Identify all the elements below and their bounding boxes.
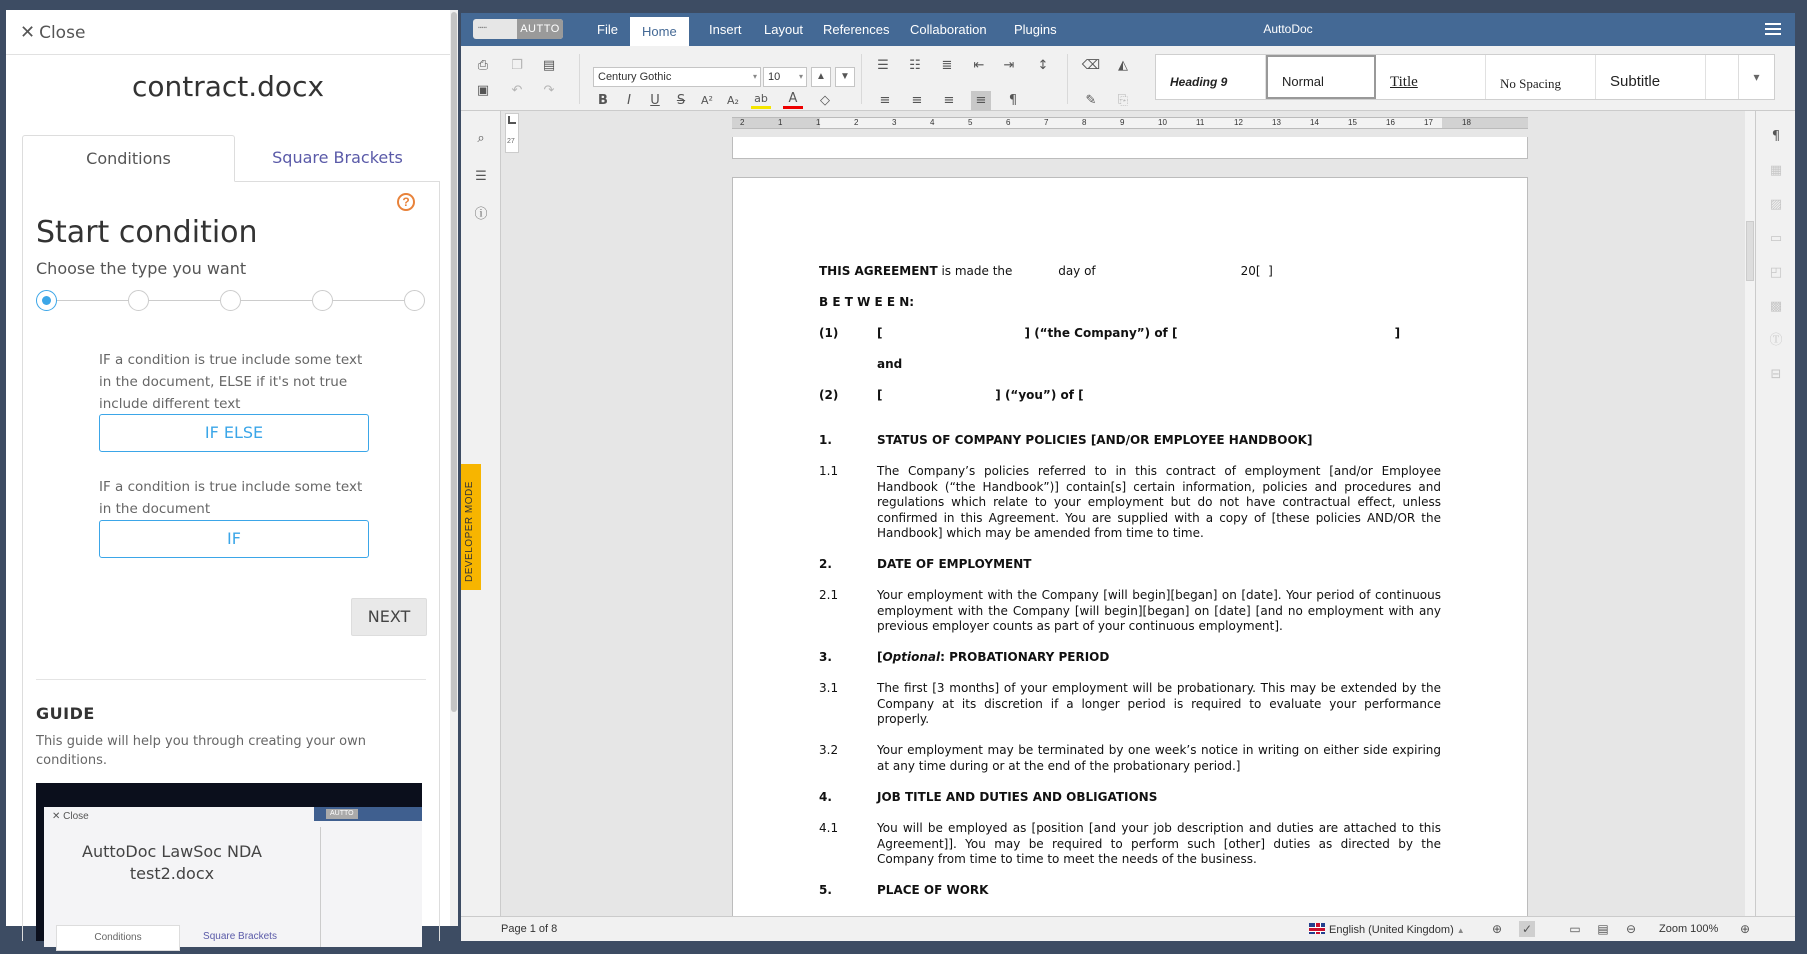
- decrease-indent-icon[interactable]: ⇤: [973, 58, 985, 73]
- form-settings-icon[interactable]: ⊟: [1770, 367, 1782, 382]
- step-1[interactable]: [36, 290, 57, 311]
- if-else-description: IF a condition is true include some text in the document, ELSE if it's not true include different text: [99, 352, 363, 412]
- save-icon[interactable]: ▣: [476, 83, 490, 98]
- bullet-list-icon[interactable]: ☰: [877, 58, 889, 73]
- video-tab-square-brackets: Square Brackets: [203, 931, 277, 942]
- video-divider: [320, 827, 321, 947]
- if-else-button[interactable]: IF ELSE: [99, 414, 369, 452]
- language-select[interactable]: English (United Kingdom) ▲: [1309, 923, 1465, 936]
- document-area: [461, 111, 1795, 916]
- step-5[interactable]: [404, 290, 425, 311]
- conditions-content: [22, 181, 440, 941]
- line-spacing-icon[interactable]: ↕: [1037, 58, 1049, 73]
- search-icon[interactable]: ⌕: [477, 131, 485, 146]
- help-icon[interactable]: ?: [397, 193, 415, 211]
- ruler-tick: 17: [1424, 118, 1433, 127]
- chevron-down-icon[interactable]: ▾: [1738, 55, 1774, 99]
- clear-format-icon[interactable]: ◇: [820, 93, 830, 108]
- next-button[interactable]: NEXT: [351, 598, 427, 636]
- font-name-select[interactable]: Century Gothic ▾: [593, 67, 761, 87]
- italic-icon[interactable]: I: [627, 93, 631, 108]
- paragraph-settings-icon[interactable]: ¶: [1771, 129, 1781, 144]
- close-button[interactable]: ✕ Close: [20, 22, 86, 43]
- video-frame: [44, 807, 422, 947]
- justify-icon[interactable]: ≡: [971, 91, 991, 111]
- developer-mode-badge: DEVELOPER MODE: [461, 464, 481, 590]
- guide-text: This guide will help you through creating your own conditions.: [36, 734, 366, 768]
- ruler-tick: 2: [740, 118, 745, 127]
- zoom-level: Zoom 100%: [1659, 923, 1719, 935]
- ruler-tick: 11: [1196, 118, 1205, 127]
- menu-collaboration[interactable]: Collaboration: [910, 22, 987, 37]
- menu-icon[interactable]: [1765, 23, 1781, 35]
- table-settings-icon[interactable]: ▦: [1769, 163, 1783, 178]
- horizontal-ruler[interactable]: [732, 117, 1528, 129]
- chevron-down-icon: ▾: [798, 72, 803, 81]
- ruler-tick: 9: [1120, 118, 1125, 127]
- paste-icon[interactable]: ▤: [542, 58, 556, 73]
- scrollbar-thumb[interactable]: [1746, 221, 1754, 281]
- ruler-tick: 13: [1272, 118, 1281, 127]
- divider: [36, 679, 426, 680]
- chevron-up-icon: ▲: [1456, 926, 1465, 935]
- app-title: AuttoDoc: [1263, 22, 1313, 36]
- format-painter-icon[interactable]: ✎: [1085, 93, 1097, 108]
- align-center-icon[interactable]: ≡: [911, 93, 923, 108]
- font-size-select[interactable]: 10 ▾: [763, 67, 807, 87]
- guide-video[interactable]: [36, 783, 422, 941]
- headings-icon[interactable]: ☰: [475, 169, 487, 184]
- numbered-list-icon[interactable]: ☷: [909, 58, 921, 73]
- paragraph-mark-icon[interactable]: ¶: [1008, 93, 1018, 108]
- zoom-in-icon[interactable]: ⊕: [1739, 922, 1751, 936]
- multilevel-list-icon[interactable]: ≣: [941, 58, 953, 73]
- info-icon[interactable]: ⓘ: [474, 207, 488, 222]
- ruler-tick: 6: [1006, 118, 1011, 127]
- vertical-ruler[interactable]: 27: [505, 113, 519, 153]
- style-normal[interactable]: Normal: [1266, 55, 1376, 99]
- document-scrollbar[interactable]: [1745, 111, 1755, 916]
- undo-icon[interactable]: ↶: [511, 83, 523, 98]
- style-title[interactable]: Title: [1376, 55, 1486, 99]
- ruler-tick: 1: [778, 118, 783, 127]
- copy-icon[interactable]: ❐: [511, 58, 523, 73]
- globe-icon[interactable]: ⊕: [1491, 922, 1503, 936]
- brand-logo: ▪▪▪▪▪ AUTTO: [473, 19, 563, 39]
- align-left-icon[interactable]: ≡: [879, 93, 891, 108]
- panel-scrollbar[interactable]: [450, 10, 458, 926]
- copy-style-icon[interactable]: ⎘: [1117, 93, 1129, 108]
- bold-icon[interactable]: B: [598, 93, 608, 108]
- status-bar: [461, 916, 1795, 941]
- close-icon: ✕: [20, 22, 36, 43]
- menu-layout[interactable]: Layout: [764, 22, 804, 37]
- start-condition-title: Start condition: [36, 215, 258, 250]
- scrollbar-thumb[interactable]: [451, 12, 457, 712]
- strikethrough-icon[interactable]: S: [676, 93, 686, 108]
- document-page[interactable]: THIS AGREEMENT is made the day of 20[ ] B E T W E E N: (1) [ ] (“the Company”) of [ ] and (2) [ ] (“you”) of [ 1. STATUS OF COMPANY POLICIES [AND/OR EMPLOYEE HANDBOOK] 1.1 The Company’s policies referred to in this contract of employment [and/or Employee Handbook (“the Handbook”)] contain[s] certain information, policies and procedures and regulations which relate to your employment but do not have contractual effect, unless confirmed in this Agreement. You are supplied with a copy of [these policies AND/OR the Handbook] which may be amended from time to time. 2. DATE OF EMPLOYMENT 2.1 Your employment with the Company [will begin][began] on [date]. Your period of continuous employment with the Company [will begin][began] on [date] [and no employment with any previous employer counts as part of your continuous employment]. 3. [Optional: PROBATIONARY PERIOD 3.1 The first [3 months] of your employment will be probationary. This may be extended by the Company at its discretion if a longer period is required to evaluate your performance properly. 3.2 Your employment may be terminated by one week’s notice in writing on either side expiring at any time during or at the end of the probationary period.] 4. JOB TITLE AND DUTIES AND OBLIGATIONS 4.1 You will be employed as [position [and your job description and duties are attached to this Agreement]]. You may be required to perform such [other] duties as directed by the Company from time to time to meet the needs of the business. 5. PLACE OF WORK: [732, 177, 1528, 937]
- panel-tabs: [22, 135, 440, 182]
- menu-plugins[interactable]: Plugins: [1014, 22, 1057, 37]
- chart-settings-icon[interactable]: ▩: [1769, 299, 1783, 314]
- menu-insert[interactable]: Insert: [709, 22, 742, 37]
- increase-font-icon[interactable]: ▲: [811, 67, 831, 87]
- step-4[interactable]: [312, 290, 333, 311]
- previous-page: [732, 137, 1528, 159]
- document-editor: [461, 13, 1795, 941]
- video-tab-conditions: Conditions: [56, 925, 180, 951]
- ruler-tick: 7: [1044, 118, 1049, 127]
- ruler-tick: 8: [1082, 118, 1087, 127]
- spellcheck-icon[interactable]: ✓: [1519, 921, 1535, 937]
- subscript-icon[interactable]: A₂: [727, 94, 739, 107]
- shading-icon[interactable]: ◭: [1118, 58, 1128, 73]
- style-gallery: [1155, 54, 1775, 100]
- choose-type-subtitle: Choose the type you want: [36, 259, 247, 278]
- ruler-tick: 18: [1462, 118, 1471, 127]
- text-art-icon[interactable]: Ⓣ: [1769, 333, 1783, 348]
- video-brand: AUTTO: [326, 809, 358, 819]
- page-counter: Page 1 of 8: [501, 923, 558, 935]
- header-footer-icon[interactable]: ▭: [1769, 231, 1783, 246]
- ruler-tick: 4: [930, 118, 935, 127]
- ruler-tick: 16: [1386, 118, 1395, 127]
- redo-icon[interactable]: ↷: [543, 83, 555, 98]
- superscript-icon[interactable]: A²: [701, 94, 713, 107]
- if-description: IF a condition is true include some text in the document: [99, 479, 363, 517]
- tab-square-brackets[interactable]: Square Brackets: [272, 148, 403, 167]
- menu-references[interactable]: References: [823, 22, 890, 37]
- decrease-font-icon[interactable]: ▼: [835, 67, 855, 87]
- conditions-panel: [6, 10, 450, 943]
- toolbar: [461, 46, 1795, 111]
- eraser-icon[interactable]: ⌫: [1081, 58, 1101, 73]
- step-3[interactable]: [220, 290, 241, 311]
- image-settings-icon[interactable]: ▨: [1769, 197, 1783, 212]
- left-sidebar: [461, 111, 501, 916]
- video-title: AuttoDoc LawSoc NDA test2.docx: [82, 842, 262, 883]
- uk-flag-icon: [1309, 923, 1325, 934]
- ruler-tick: 1: [816, 118, 821, 127]
- ruler-tick: 5: [968, 118, 973, 127]
- highlight-icon[interactable]: ab: [751, 91, 771, 109]
- ruler-tick: 12: [1234, 118, 1243, 127]
- chevron-down-icon: ▾: [752, 72, 757, 81]
- fit-page-icon[interactable]: ▭: [1569, 922, 1581, 936]
- ruler-tick: 15: [1348, 118, 1357, 127]
- align-right-icon[interactable]: ≡: [943, 93, 955, 108]
- guide-title: GUIDE: [36, 704, 95, 723]
- style-no-spacing[interactable]: No Spacing: [1486, 55, 1596, 99]
- menu-home[interactable]: Home: [630, 17, 689, 46]
- ruler-tick: 2: [854, 118, 859, 127]
- menu-file[interactable]: File: [597, 22, 618, 37]
- tab-stop-icon[interactable]: [508, 116, 516, 124]
- ruler-tick: 10: [1158, 118, 1167, 127]
- fit-width-icon[interactable]: ▤: [1597, 922, 1609, 936]
- right-sidebar: [1755, 111, 1795, 916]
- print-icon[interactable]: ⎙: [477, 58, 489, 73]
- font-color-icon[interactable]: A: [783, 91, 803, 109]
- style-heading-9[interactable]: Heading 9: [1156, 55, 1266, 99]
- increase-indent-icon[interactable]: ⇥: [1003, 58, 1015, 73]
- menu-bar: [461, 13, 1795, 46]
- ruler-tick: 3: [892, 118, 897, 127]
- style-subtitle[interactable]: Subtitle: [1596, 55, 1706, 99]
- divider: [6, 54, 450, 55]
- video-close-label: ✕ Close: [52, 811, 89, 822]
- step-2[interactable]: [128, 290, 149, 311]
- underline-icon[interactable]: U: [650, 93, 660, 108]
- file-name-title: contract.docx: [131, 70, 325, 103]
- ruler-tick: 14: [1310, 118, 1319, 127]
- zoom-out-icon[interactable]: ⊖: [1625, 922, 1637, 936]
- tab-conditions[interactable]: Conditions: [22, 135, 235, 182]
- if-button[interactable]: IF: [99, 520, 369, 558]
- step-progress: [36, 289, 426, 313]
- shape-settings-icon[interactable]: ◰: [1769, 265, 1783, 280]
